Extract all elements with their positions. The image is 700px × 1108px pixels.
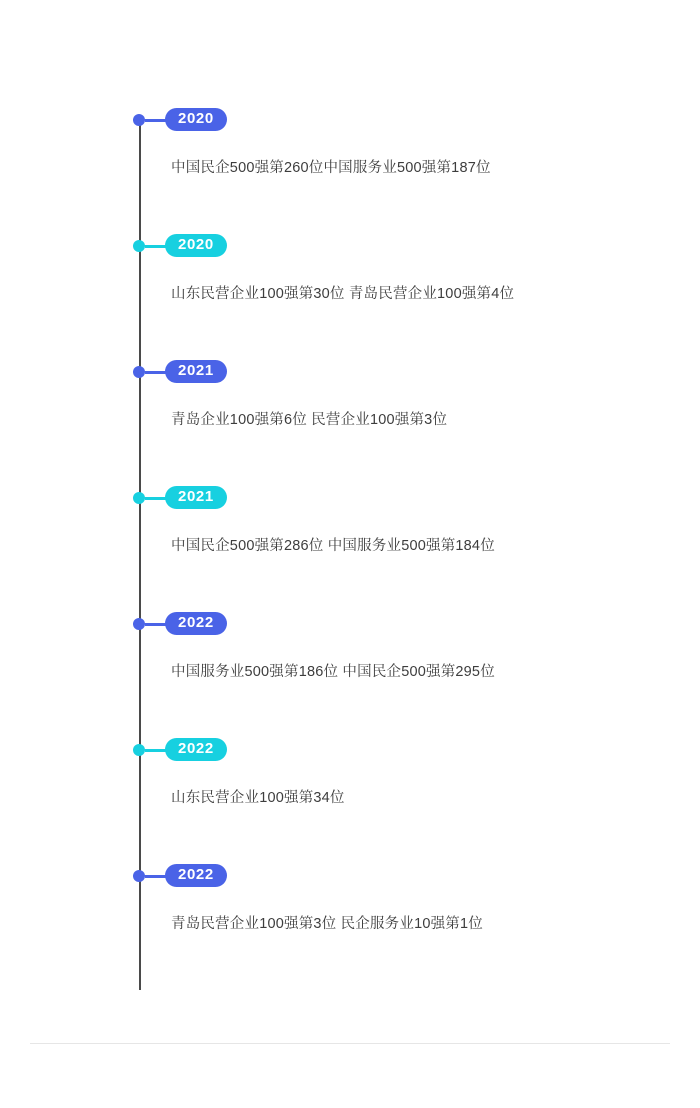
timeline-event-description: 中国民企500强第260位中国服务业500强第187位 [171, 160, 491, 176]
timeline-event-description: 青岛企业100强第6位 民营企业100强第3位 [171, 412, 448, 428]
timeline-node-dot-icon [133, 366, 145, 378]
timeline-event-description: 中国服务业500强第186位 中国民企500强第295位 [171, 664, 495, 680]
timeline-event[interactable] [0, 104, 700, 230]
timeline-event-description: 中国民企500强第286位 中国服务业500强第184位 [171, 538, 495, 554]
timeline-year-badge: 2021 [165, 360, 227, 383]
timeline-node-dot-icon [133, 744, 145, 756]
timeline-event-description: 山东民营企业100强第34位 [171, 790, 345, 806]
timeline-node-dot-icon [133, 870, 145, 882]
timeline-node-dot-icon [133, 114, 145, 126]
timeline-connector-line [145, 749, 167, 752]
timeline-event[interactable] [0, 860, 700, 986]
timeline-connector-line [145, 497, 167, 500]
timeline-event[interactable] [0, 734, 700, 860]
timeline-connector-line [145, 245, 167, 248]
footer-divider [30, 1043, 670, 1044]
timeline-node-dot-icon [133, 240, 145, 252]
timeline-year-badge: 2022 [165, 612, 227, 635]
timeline-year-badge: 2022 [165, 864, 227, 887]
timeline-connector-line [145, 371, 167, 374]
timeline-year-badge: 2020 [165, 108, 227, 131]
timeline-year-badge: 2020 [165, 234, 227, 257]
timeline-event[interactable] [0, 482, 700, 608]
timeline-connector-line [145, 875, 167, 878]
timeline-event[interactable] [0, 608, 700, 734]
timeline-node-dot-icon [133, 492, 145, 504]
timeline-event[interactable] [0, 356, 700, 482]
timeline-node-dot-icon [133, 618, 145, 630]
timeline-event-description: 青岛民营企业100强第3位 民企服务业10强第1位 [171, 916, 483, 932]
timeline-event[interactable] [0, 230, 700, 356]
timeline-year-badge: 2021 [165, 486, 227, 509]
timeline-event-description: 山东民营企业100强第30位 青岛民营企业100强第4位 [171, 286, 515, 302]
timeline-connector-line [145, 623, 167, 626]
timeline-year-badge: 2022 [165, 738, 227, 761]
timeline-connector-line [145, 119, 167, 122]
